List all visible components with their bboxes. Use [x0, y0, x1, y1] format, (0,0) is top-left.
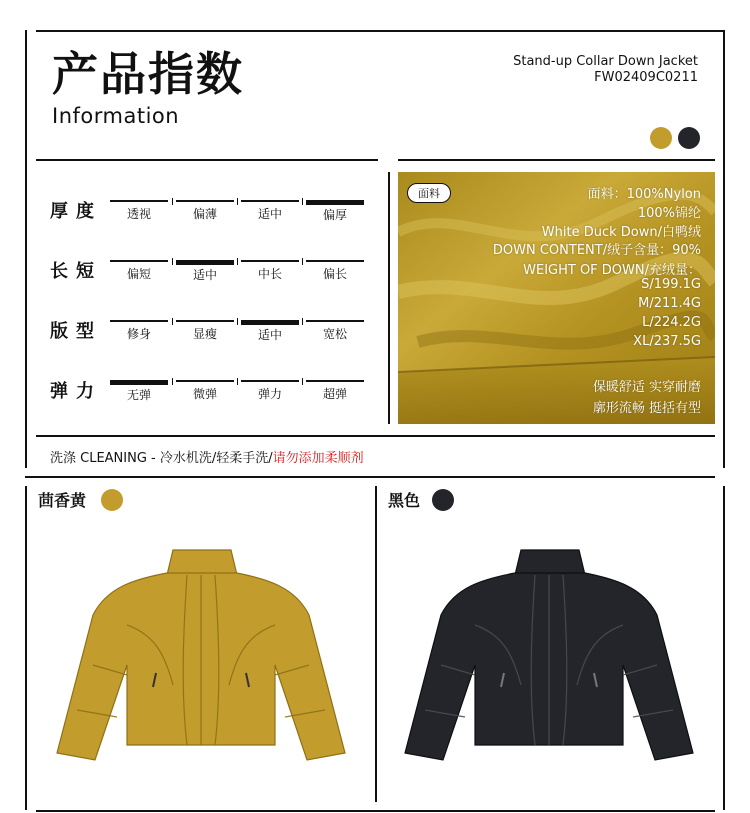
variant-swatch-yellow[interactable] — [101, 489, 123, 511]
jacket-image-black[interactable] — [403, 545, 695, 775]
product-name: Stand-up Collar Down Jacket — [513, 54, 698, 69]
fabric-line: M/211.4G — [638, 296, 701, 311]
fabric-line: 100%锦纶 — [637, 206, 701, 221]
index-option-label: 超弹 — [322, 387, 347, 401]
index-tick — [172, 318, 173, 325]
fabric-line: 面料：100%Nylon — [587, 187, 701, 202]
product-code: FW02409C0211 — [594, 70, 698, 85]
index-option-bar — [176, 380, 234, 382]
index-option-bar — [306, 380, 364, 382]
index-tick — [302, 378, 303, 385]
index-option-selected — [110, 380, 168, 403]
variant-swatch-black[interactable] — [432, 489, 454, 511]
color-swatch-black[interactable] — [678, 127, 700, 149]
index-option-label: 偏薄 — [192, 207, 217, 221]
index-option — [241, 380, 299, 402]
index-tick — [172, 378, 173, 385]
fabric-badge: 面料 — [407, 183, 451, 203]
index-option-bar — [241, 260, 299, 262]
index-option-bar — [176, 260, 234, 265]
index-tick — [237, 378, 238, 385]
cleaning-divider-bottom — [25, 476, 715, 478]
index-option-bar — [241, 320, 299, 325]
index-option-label: 透视 — [126, 207, 151, 221]
index-option-label: 中长 — [257, 267, 282, 281]
index-option — [110, 320, 168, 342]
index-option-label: 适中 — [257, 328, 282, 342]
page-title: 产品指数 — [52, 47, 244, 101]
variant-name-black: 黑色 — [388, 491, 421, 510]
index-option — [306, 260, 364, 282]
cleaning-text: 洗涤 CLEANING - 冷水机洗/轻柔手洗/ — [50, 451, 273, 466]
header-divider-right — [398, 159, 715, 161]
index-option — [306, 320, 364, 342]
index-option — [176, 200, 234, 222]
fabric-feature: 保暖舒适 实穿耐磨 — [592, 380, 701, 395]
cleaning-instructions — [50, 447, 364, 466]
fabric-line: XL/237.5G — [633, 334, 701, 349]
cleaning-warning: 请勿添加柔顺剂 — [272, 451, 364, 466]
index-label: 弹力 — [50, 381, 102, 402]
index-option — [110, 200, 168, 222]
index-option — [110, 260, 168, 282]
fabric-line: White Duck Down/白鸭绒 — [541, 225, 701, 240]
index-option-selected — [241, 320, 299, 343]
index-label: 长短 — [50, 261, 102, 282]
index-option-label: 适中 — [192, 268, 217, 282]
index-label: 版型 — [50, 321, 102, 342]
index-option-bar — [176, 320, 234, 322]
cleaning-divider-top — [36, 435, 715, 437]
header-divider-left — [36, 159, 378, 161]
index-tick — [172, 198, 173, 205]
index-option-label: 宽松 — [322, 327, 347, 341]
variants-divider — [375, 486, 377, 802]
index-divider — [388, 172, 390, 424]
index-tick — [302, 258, 303, 265]
index-tick — [302, 318, 303, 325]
index-tick — [237, 318, 238, 325]
index-option-bar — [176, 200, 234, 202]
index-option-label: 显瘦 — [192, 327, 217, 341]
fabric-line: WEIGHT OF DOWN/充绒量： — [523, 263, 701, 278]
index-option-bar — [306, 200, 364, 205]
index-tick — [237, 198, 238, 205]
index-option-label: 修身 — [126, 327, 151, 341]
frame-top — [36, 30, 724, 32]
index-tick — [302, 198, 303, 205]
index-option-label: 偏长 — [322, 267, 347, 281]
index-option-bar — [306, 260, 364, 262]
variants-frame-left — [25, 486, 27, 810]
fabric-panel — [398, 172, 715, 424]
index-option-label: 弹力 — [257, 387, 282, 401]
variant-name-yellow: 茴香黄 — [38, 491, 87, 510]
index-tick — [172, 258, 173, 265]
index-option — [176, 380, 234, 402]
variants-frame-right — [723, 486, 725, 810]
index-label: 厚度 — [50, 201, 102, 222]
fabric-line: S/199.1G — [641, 277, 701, 292]
color-swatch-yellow[interactable] — [650, 127, 672, 149]
index-tick — [237, 258, 238, 265]
index-option — [241, 260, 299, 282]
index-option — [176, 320, 234, 342]
index-option-bar — [110, 200, 168, 202]
fabric-line: DOWN CONTENT/绒子含量：90% — [492, 243, 701, 258]
index-option-bar — [110, 380, 168, 385]
variants-frame-bottom — [36, 810, 715, 812]
index-option-bar — [241, 380, 299, 382]
index-option-bar — [306, 320, 364, 322]
frame-right — [723, 30, 725, 468]
index-option — [306, 380, 364, 402]
index-option-label: 无弹 — [126, 388, 151, 402]
index-option-label: 适中 — [257, 207, 282, 221]
index-option-bar — [110, 320, 168, 322]
index-option-bar — [241, 200, 299, 202]
frame-left — [25, 30, 27, 468]
index-option-label: 偏厚 — [322, 208, 347, 222]
index-option-selected — [176, 260, 234, 283]
fabric-line: L/224.2G — [642, 315, 701, 330]
index-option-bar — [110, 260, 168, 262]
index-option-label: 偏短 — [126, 267, 151, 281]
index-option-selected — [306, 200, 364, 223]
index-option-label: 微弹 — [192, 387, 217, 401]
page-subtitle: Information — [52, 104, 180, 128]
jacket-image-yellow[interactable] — [55, 545, 347, 775]
index-option — [241, 200, 299, 222]
fabric-feature: 廓形流畅 挺括有型 — [592, 401, 701, 416]
